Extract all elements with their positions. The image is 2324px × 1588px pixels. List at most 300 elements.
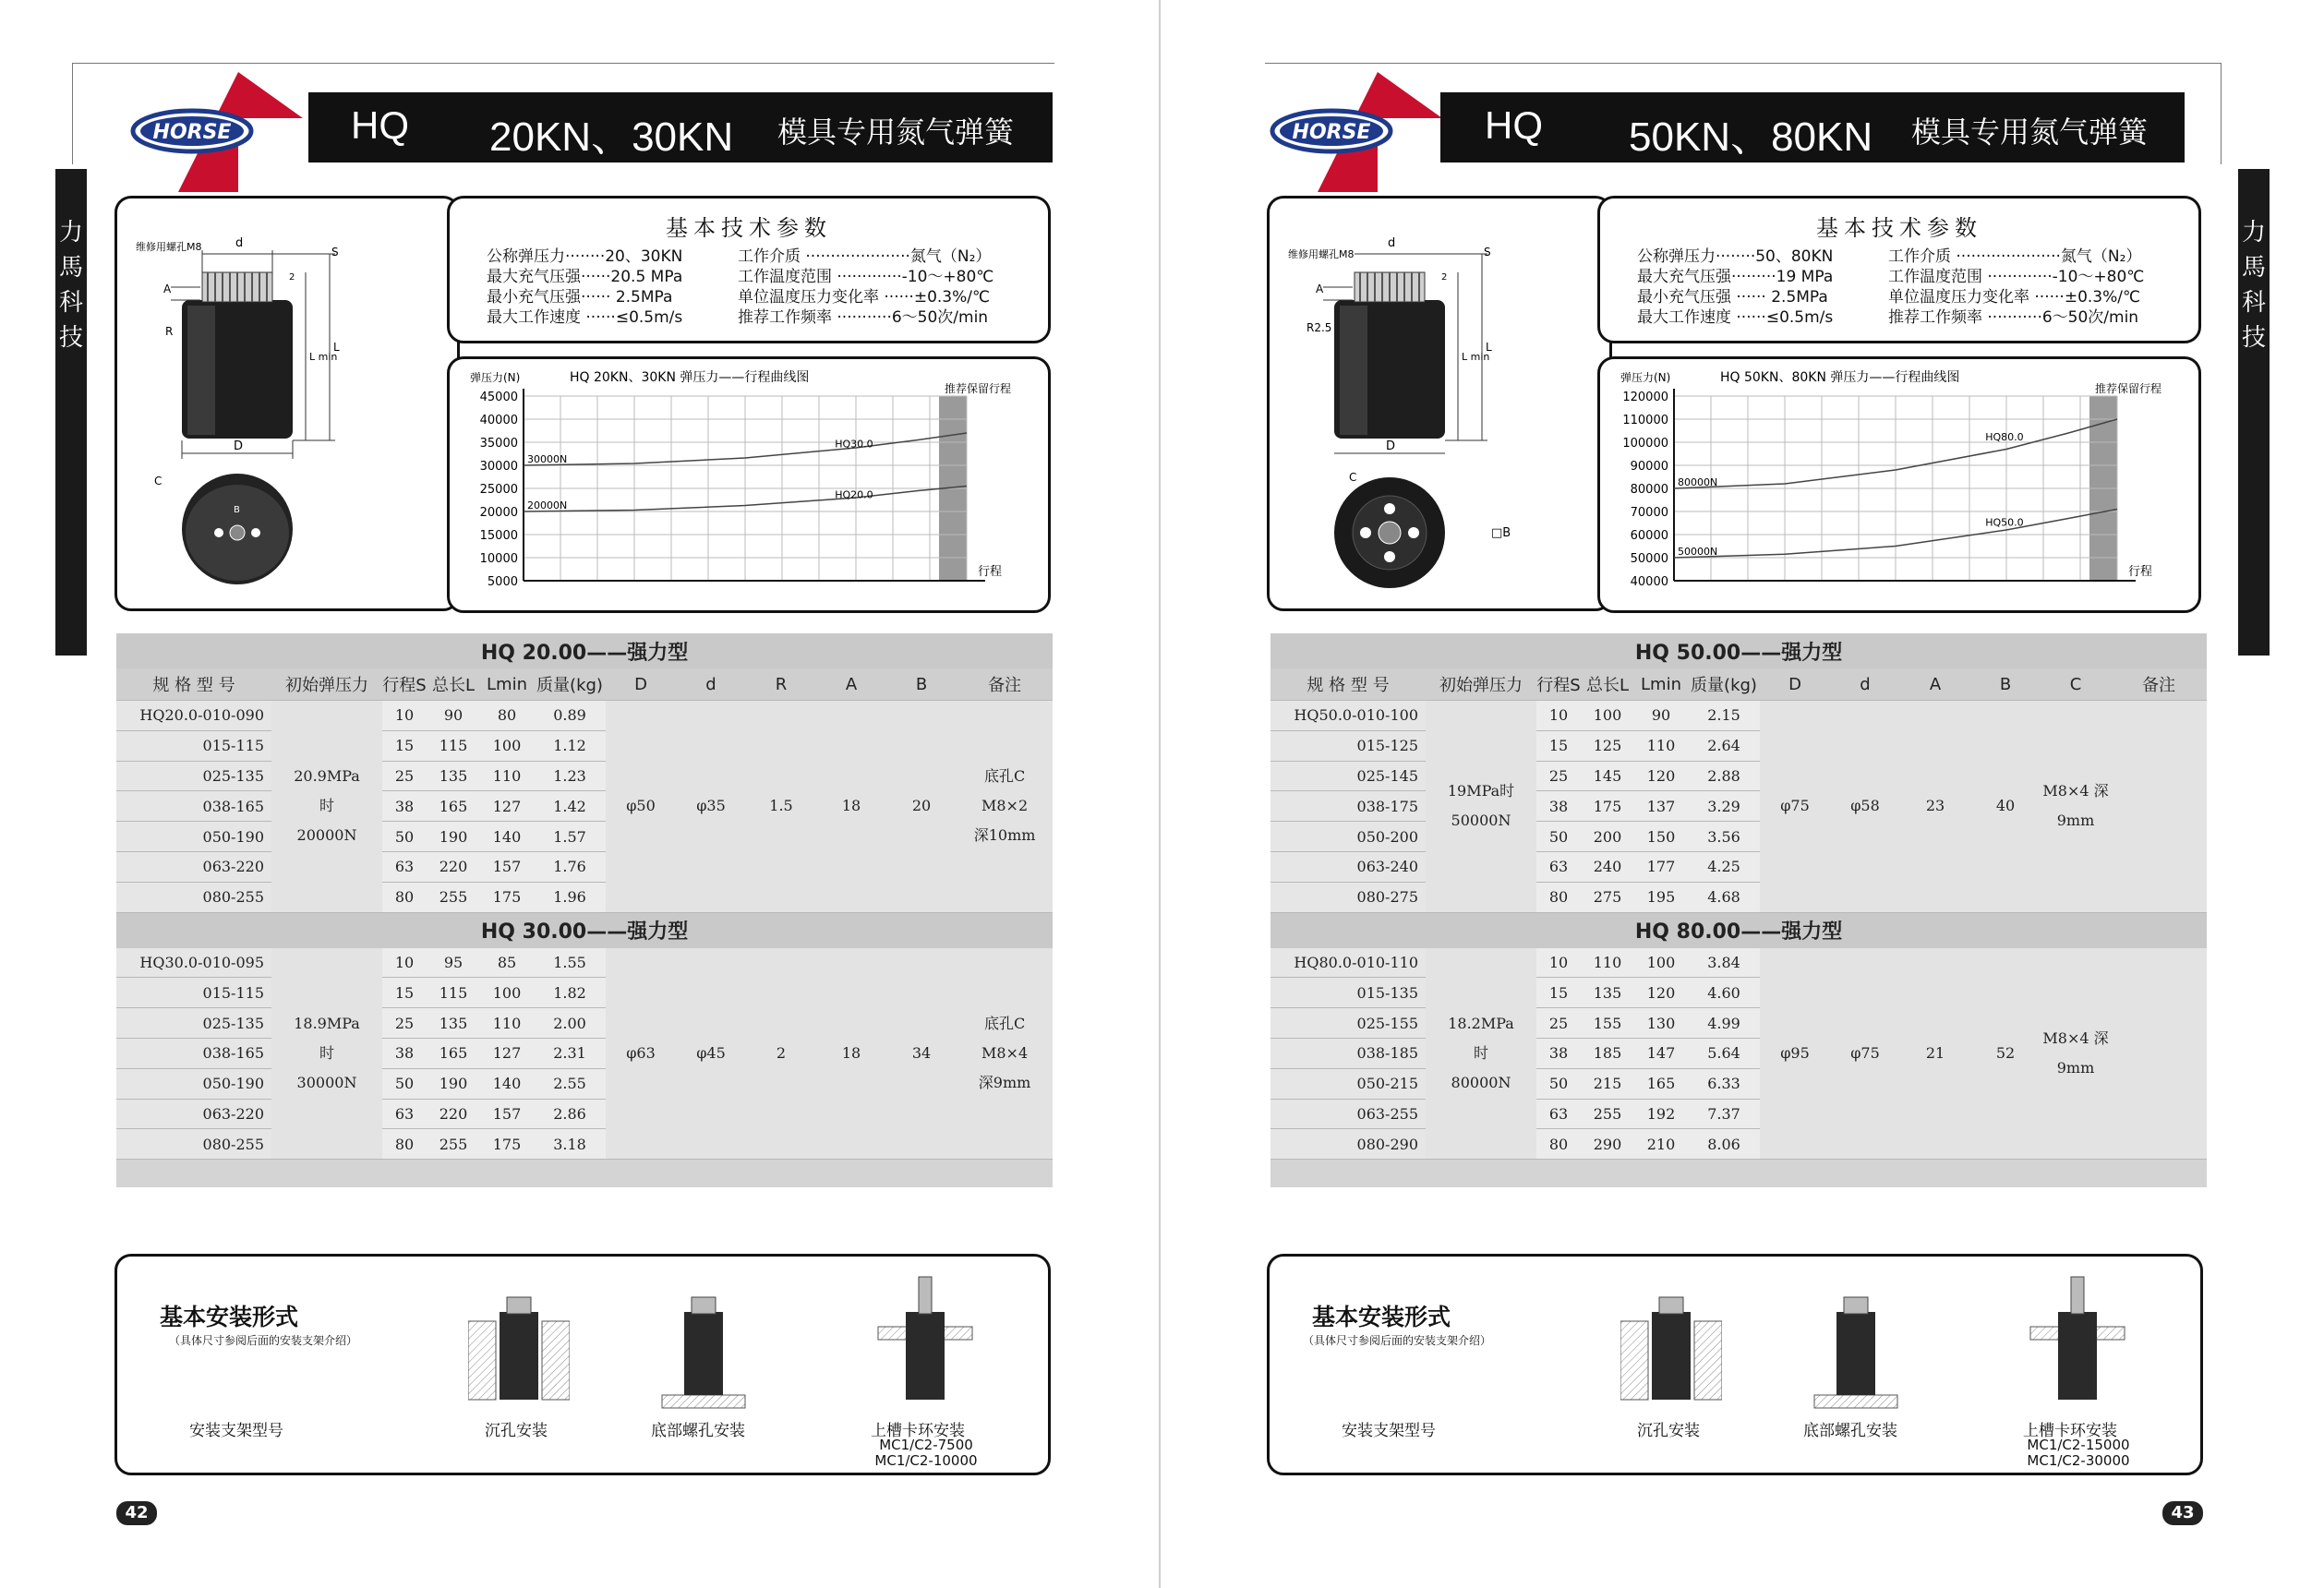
top-groove-install-figure xyxy=(874,1275,976,1414)
model-cell: 015-115 xyxy=(116,730,271,761)
stroke-cell: 63 xyxy=(382,1099,427,1129)
param-right: 工作介质 ·····················氮气（N₂） xyxy=(738,247,992,266)
initial-force-cell xyxy=(1426,701,1536,913)
stroke-cell: 80 xyxy=(382,882,427,912)
dim-l: L xyxy=(1486,341,1492,354)
model-cell: HQ50.0-010-100 xyxy=(1270,701,1426,731)
stroke-cell: 50 xyxy=(382,822,427,852)
lmin-cell: 147 xyxy=(1634,1038,1688,1068)
lmin-cell: 85 xyxy=(480,948,534,978)
force-line: 30000N xyxy=(296,1073,357,1091)
series-name-label: HQ30.0 xyxy=(835,438,873,451)
install-subtitle: （具体尺寸参阅后面的安装支架介绍） xyxy=(1303,1334,1492,1347)
force-stroke-chart-box xyxy=(447,356,1051,613)
dimension-cell: φ63 xyxy=(606,948,676,1160)
stroke-cell: 25 xyxy=(382,761,427,791)
column-header: Lmin xyxy=(1634,668,1688,701)
column-header: 质量(kg) xyxy=(1688,668,1760,701)
length-cell: 155 xyxy=(1581,1008,1634,1039)
dim-s: S xyxy=(331,246,339,259)
param-left: 公称弹压力········20、30KN xyxy=(487,247,683,266)
lmin-cell: 140 xyxy=(480,1068,534,1099)
model-cell: 063-255 xyxy=(1270,1099,1426,1129)
spec-table xyxy=(116,633,1053,1160)
horse-logo xyxy=(127,72,303,192)
dimension-drawing-box xyxy=(114,196,460,611)
spring-dimension-drawing xyxy=(1270,198,1609,608)
param-left: 最大工作速度 ······≤0.5m/s xyxy=(1637,308,1834,327)
length-cell: 165 xyxy=(427,791,480,822)
logo-text: HORSE xyxy=(152,121,232,144)
lmin-cell: 175 xyxy=(480,1129,534,1160)
mass-cell: 1.42 xyxy=(534,791,606,822)
section-title-row xyxy=(116,633,1053,668)
length-cell: 220 xyxy=(427,851,480,882)
model-cell: 050-215 xyxy=(1270,1068,1426,1099)
stroke-cell: 63 xyxy=(1536,851,1581,882)
mass-cell: 4.68 xyxy=(1688,882,1760,912)
chart-title: HQ 20KN、30KN 弹压力——行程曲线图 xyxy=(570,370,810,385)
force-line: 80000N xyxy=(1451,1073,1511,1091)
lmin-cell: 90 xyxy=(1634,701,1688,731)
mass-cell: 2.88 xyxy=(1688,761,1760,791)
lmin-cell: 157 xyxy=(480,1099,534,1129)
lmin-cell: 100 xyxy=(1634,948,1688,978)
mass-cell: 4.60 xyxy=(1688,978,1760,1008)
lmin-cell: 100 xyxy=(480,730,534,761)
lmin-cell: 110 xyxy=(480,1008,534,1039)
section-title: HQ 50.00——强力型 xyxy=(1270,633,2207,668)
dim-D: D xyxy=(234,439,244,453)
y-tick-label: 30000 xyxy=(479,460,518,474)
params-title: 基本技术参数 xyxy=(666,215,832,241)
params-title: 基本技术参数 xyxy=(1816,215,1982,241)
column-header: Lmin xyxy=(480,668,534,701)
dim-b: □B xyxy=(1491,526,1511,540)
column-header: C xyxy=(2041,668,2111,701)
dimension-cell: M8×4 深9mm xyxy=(2041,948,2111,1160)
model-cell: 080-290 xyxy=(1270,1129,1426,1160)
y-tick-label: 10000 xyxy=(479,552,518,566)
column-header: 初始弹压力 xyxy=(1426,668,1536,701)
title-bar xyxy=(308,92,1053,162)
left-rule xyxy=(72,63,73,164)
top-rule xyxy=(1265,63,2222,64)
param-left: 最小充气压强 ······ 2.5MPa xyxy=(1637,288,1828,307)
bottom-thread-install-figure xyxy=(1805,1284,1907,1414)
note-line: M8×2 xyxy=(981,797,1029,815)
column-header: 规 格 型 号 xyxy=(116,668,271,701)
y-tick-label: 5000 xyxy=(487,575,518,589)
length-cell: 255 xyxy=(427,882,480,912)
spec-table-wrap xyxy=(116,633,1053,1187)
section-title: HQ 20.00——强力型 xyxy=(116,633,1053,668)
length-cell: 255 xyxy=(1581,1099,1634,1129)
dimension-cell: 20 xyxy=(886,701,957,913)
note-line: M8×4 xyxy=(981,1043,1029,1062)
side-tab xyxy=(2238,169,2270,656)
mass-cell: 6.33 xyxy=(1688,1068,1760,1099)
length-cell: 90 xyxy=(427,701,480,731)
column-header: 行程S xyxy=(382,668,427,701)
x-axis-label: 行程 xyxy=(2128,565,2153,579)
dim-b: B xyxy=(234,505,240,515)
length-cell: 100 xyxy=(1581,701,1634,731)
chart-title: HQ 50KN、80KN 弹压力——行程曲线图 xyxy=(1720,370,1960,385)
title-series: HQ xyxy=(1485,103,1543,147)
model-cell: 063-220 xyxy=(116,1099,271,1129)
model-cell: 015-135 xyxy=(1270,978,1426,1008)
force-line: 18.9MPa xyxy=(294,1014,360,1032)
mass-cell: 7.37 xyxy=(1688,1099,1760,1129)
bracket-model: MC1/C2-15000 xyxy=(2027,1437,2130,1453)
header-row xyxy=(116,668,1053,701)
spec-table-wrap xyxy=(1270,633,2207,1187)
y-tick-label: 40000 xyxy=(479,414,518,427)
length-cell: 135 xyxy=(427,1008,480,1039)
table-row xyxy=(116,701,1053,731)
dim-c: C xyxy=(154,475,163,487)
param-right: 单位温度压力变化率 ······±0.3%/℃ xyxy=(1888,288,2141,307)
install-subtitle: （具体尺寸参阅后面的安装支架介绍） xyxy=(169,1334,358,1347)
dimension-cell: φ50 xyxy=(606,701,676,913)
column-header: 备注 xyxy=(957,668,1053,701)
stroke-cell: 38 xyxy=(1536,791,1581,822)
side-tab xyxy=(55,169,87,656)
column-header: 备注 xyxy=(2111,668,2207,701)
y-tick-label: 45000 xyxy=(479,391,518,404)
column-header: B xyxy=(1970,668,2041,701)
y-tick-label: 70000 xyxy=(1630,506,1668,520)
title-series: HQ xyxy=(351,103,409,147)
top-rule xyxy=(72,63,1054,64)
note-line: 深9mm xyxy=(978,1073,1031,1091)
stroke-cell: 10 xyxy=(1536,701,1581,731)
mass-cell: 3.18 xyxy=(534,1129,606,1160)
y-tick-label: 20000 xyxy=(479,506,518,520)
lmin-cell: 110 xyxy=(1634,730,1688,761)
force-line: 时 xyxy=(1473,1043,1488,1062)
section-title: HQ 80.00——强力型 xyxy=(1270,912,2207,948)
model-cell: 015-125 xyxy=(1270,730,1426,761)
param-right: 推荐工作频率 ···········6～50次/min xyxy=(738,308,989,327)
top-groove-install-figure xyxy=(2027,1275,2128,1414)
column-header: 规 格 型 号 xyxy=(1270,668,1426,701)
param-right: 单位温度压力变化率 ······±0.3%/℃ xyxy=(738,288,991,307)
stroke-cell: 15 xyxy=(382,730,427,761)
model-cell: 038-165 xyxy=(116,791,271,822)
initial-force-cell xyxy=(271,701,382,913)
dim-l: L xyxy=(333,341,340,354)
length-cell: 220 xyxy=(427,1099,480,1129)
lmin-cell: 137 xyxy=(1634,791,1688,822)
series-start-label: 50000N xyxy=(1678,546,1718,558)
lmin-cell: 157 xyxy=(480,851,534,882)
model-cell: 050-190 xyxy=(116,1068,271,1099)
mass-cell: 2.00 xyxy=(534,1008,606,1039)
y-tick-label: 100000 xyxy=(1622,437,1668,451)
mass-cell: 1.76 xyxy=(534,851,606,882)
install-box xyxy=(114,1254,1051,1475)
dimension-cell: 21 xyxy=(1900,948,1970,1160)
dimension-cell: φ35 xyxy=(676,701,746,913)
lmin-cell: 100 xyxy=(480,978,534,1008)
y-tick-label: 15000 xyxy=(479,529,518,543)
lmin-cell: 210 xyxy=(1634,1129,1688,1160)
force-stroke-chart xyxy=(450,359,1048,610)
column-header: 质量(kg) xyxy=(534,668,606,701)
title-force: 50KN、80KN xyxy=(1629,114,1873,160)
mass-cell: 1.96 xyxy=(534,882,606,912)
param-left: 最大充气压强·········19 MPa xyxy=(1637,268,1834,286)
param-left: 最小充气压强······ 2.5MPa xyxy=(487,288,673,307)
side-char: 力 xyxy=(2241,219,2266,247)
model-cell: 015-115 xyxy=(116,978,271,1008)
title-bar xyxy=(1440,92,2185,162)
stroke-cell: 50 xyxy=(382,1068,427,1099)
y-tick-label: 40000 xyxy=(1630,575,1668,589)
lmin-cell: 110 xyxy=(480,761,534,791)
series-name-label: HQ20.0 xyxy=(835,488,873,501)
dim-r: R xyxy=(165,325,174,338)
length-cell: 275 xyxy=(1581,882,1634,912)
x-axis-label: 行程 xyxy=(978,565,1003,579)
note-line: 底孔C xyxy=(983,767,1026,786)
column-header: d xyxy=(1830,668,1900,701)
dimension-cell: 18 xyxy=(816,948,886,1160)
dimension-cell: 1.5 xyxy=(746,701,816,913)
model-cell: 025-135 xyxy=(116,1008,271,1039)
mass-cell: 0.89 xyxy=(534,701,606,731)
note-cell xyxy=(957,948,1053,1160)
length-cell: 110 xyxy=(1581,948,1634,978)
note-cell xyxy=(2111,701,2207,913)
dim-d: d xyxy=(1388,236,1396,250)
section-title: HQ 30.00——强力型 xyxy=(116,912,1053,948)
install-item: 底部螺孔安装 xyxy=(651,1422,745,1440)
model-cell: HQ80.0-010-110 xyxy=(1270,948,1426,978)
lmin-cell: 80 xyxy=(480,701,534,731)
note-line: 底孔C xyxy=(983,1014,1026,1032)
title-product: 模具专用氮气弹簧 xyxy=(777,115,1015,149)
dimension-drawing-box xyxy=(1267,196,1612,611)
dim-two: 2 xyxy=(1441,272,1448,283)
mass-cell: 1.82 xyxy=(534,978,606,1008)
dim-two: 2 xyxy=(289,272,295,283)
dimension-cell: 18 xyxy=(816,701,886,913)
y-tick-label: 60000 xyxy=(1630,529,1668,543)
column-header: R xyxy=(746,668,816,701)
y-axis-label: 弹压力(N) xyxy=(470,371,521,384)
stroke-cell: 80 xyxy=(1536,1129,1581,1160)
length-cell: 115 xyxy=(427,978,480,1008)
series-name-label: HQ50.0 xyxy=(1985,516,2024,529)
reserve-zone-label: 推荐保留行程 xyxy=(945,382,1012,395)
force-line: 18.2MPa xyxy=(1448,1014,1514,1032)
length-cell: 240 xyxy=(1581,851,1634,882)
lmin-cell: 150 xyxy=(1634,822,1688,852)
y-tick-label: 90000 xyxy=(1630,460,1668,474)
force-stroke-chart xyxy=(1600,359,2198,610)
model-cell: 063-240 xyxy=(1270,851,1426,882)
install-item: 上槽卡环安装 xyxy=(871,1422,965,1440)
length-cell: 115 xyxy=(427,730,480,761)
install-title: 基本安装形式 xyxy=(160,1304,299,1330)
model-cell: 050-190 xyxy=(116,822,271,852)
section-title-row xyxy=(116,912,1053,948)
dimension-cell: M8×4 深9mm xyxy=(2041,701,2111,913)
y-tick-label: 110000 xyxy=(1622,414,1668,427)
param-right: 工作温度范围 ·············-10～+80℃ xyxy=(738,268,994,286)
stroke-cell: 80 xyxy=(382,1129,427,1160)
column-header: 总长L xyxy=(427,668,480,701)
series-start-label: 80000N xyxy=(1678,476,1718,488)
install-item: 上槽卡环安装 xyxy=(2023,1422,2117,1440)
stroke-cell: 15 xyxy=(1536,978,1581,1008)
force-line: 50000N xyxy=(1451,812,1511,830)
param-right: 工作温度范围 ·············-10～+80℃ xyxy=(1888,268,2145,286)
lmin-cell: 140 xyxy=(480,822,534,852)
side-char: 馬 xyxy=(58,254,83,282)
dim-a: A xyxy=(163,283,172,295)
model-cell: 080-255 xyxy=(116,882,271,912)
column-header: d xyxy=(676,668,746,701)
mass-cell: 2.15 xyxy=(1688,701,1760,731)
note-cell xyxy=(2111,948,2207,1160)
force-line: 时 xyxy=(319,1043,334,1062)
length-cell: 125 xyxy=(1581,730,1634,761)
y-tick-label: 25000 xyxy=(479,483,518,497)
horse-logo xyxy=(1267,72,1442,192)
model-cell: HQ30.0-010-095 xyxy=(116,948,271,978)
mass-cell: 2.64 xyxy=(1688,730,1760,761)
tech-params-box xyxy=(1597,196,2201,343)
dimension-cell: 40 xyxy=(1970,701,2041,913)
install-item: 底部螺孔安装 xyxy=(1803,1422,1897,1440)
model-cell: 025-135 xyxy=(116,761,271,791)
length-cell: 185 xyxy=(1581,1038,1634,1068)
param-left: 最大充气压强······20.5 MPa xyxy=(487,268,683,286)
lmin-cell: 177 xyxy=(1634,851,1688,882)
length-cell: 215 xyxy=(1581,1068,1634,1099)
title-product: 模具专用氮气弹簧 xyxy=(1911,115,2149,149)
dimension-cell: 23 xyxy=(1900,701,1970,913)
stroke-cell: 80 xyxy=(1536,882,1581,912)
column-header: D xyxy=(606,668,676,701)
model-cell: HQ20.0-010-090 xyxy=(116,701,271,731)
page-number: 42 xyxy=(116,1501,157,1525)
section-title-row xyxy=(1270,912,2207,948)
reserve-zone-label: 推荐保留行程 xyxy=(2095,382,2162,395)
dim-d: d xyxy=(235,236,244,250)
y-tick-label: 120000 xyxy=(1622,391,1668,404)
stroke-cell: 10 xyxy=(382,948,427,978)
force-line: 20000N xyxy=(296,826,357,845)
length-cell: 145 xyxy=(1581,761,1634,791)
header-row xyxy=(1270,668,2207,701)
column-header: D xyxy=(1760,668,1830,701)
install-box xyxy=(1267,1254,2203,1475)
page-fold xyxy=(1159,0,1161,1588)
note-cell xyxy=(957,701,1053,913)
y-tick-label: 35000 xyxy=(479,437,518,451)
dim-c: C xyxy=(1349,471,1357,484)
left-page xyxy=(0,0,1154,1588)
mass-cell: 4.99 xyxy=(1688,1008,1760,1039)
stroke-cell: 10 xyxy=(382,701,427,731)
param-left: 最大工作速度 ······≤0.5m/s xyxy=(487,308,683,327)
column-header: 行程S xyxy=(1536,668,1581,701)
length-cell: 95 xyxy=(427,948,480,978)
stroke-cell: 50 xyxy=(1536,822,1581,852)
dim-lmin: L min xyxy=(309,351,338,363)
install-item: 沉孔安装 xyxy=(1637,1422,1700,1440)
param-right: 工作介质 ·····················氮气（N₂） xyxy=(1888,247,2142,266)
note-line: 深10mm xyxy=(973,826,1036,845)
stroke-cell: 38 xyxy=(1536,1038,1581,1068)
dimension-cell: φ45 xyxy=(676,948,746,1160)
model-cell: 080-255 xyxy=(116,1129,271,1160)
side-char: 科 xyxy=(58,289,83,317)
column-header: A xyxy=(1900,668,1970,701)
counterbore-install-figure xyxy=(468,1284,570,1414)
dimension-cell: φ95 xyxy=(1760,948,1830,1160)
side-char: 馬 xyxy=(2241,254,2266,282)
screw-label: 维修用螺孔M8 xyxy=(1288,248,1355,260)
mass-cell: 1.57 xyxy=(534,822,606,852)
length-cell: 200 xyxy=(1581,822,1634,852)
length-cell: 190 xyxy=(427,1068,480,1099)
column-header: B xyxy=(886,668,957,701)
mass-cell: 4.25 xyxy=(1688,851,1760,882)
bracket-model: MC1/C2-30000 xyxy=(2027,1452,2130,1469)
lmin-cell: 165 xyxy=(1634,1068,1688,1099)
stroke-cell: 38 xyxy=(382,1038,427,1068)
dimension-cell: φ58 xyxy=(1830,701,1900,913)
mass-cell: 3.84 xyxy=(1688,948,1760,978)
spec-table xyxy=(1270,633,2207,1160)
stroke-cell: 50 xyxy=(1536,1068,1581,1099)
mass-cell: 1.55 xyxy=(534,948,606,978)
length-cell: 135 xyxy=(1581,978,1634,1008)
tech-params-box xyxy=(447,196,1051,343)
stroke-cell: 63 xyxy=(382,851,427,882)
dim-r: R2.5 xyxy=(1306,321,1332,334)
table-row xyxy=(116,948,1053,978)
param-right: 推荐工作频率 ···········6～50次/min xyxy=(1888,308,2139,327)
dim-lmin: L min xyxy=(1462,351,1490,363)
mass-cell: 2.55 xyxy=(534,1068,606,1099)
side-char: 科 xyxy=(2241,289,2266,317)
force-line: 时 xyxy=(319,797,334,815)
length-cell: 175 xyxy=(1581,791,1634,822)
stroke-cell: 10 xyxy=(1536,948,1581,978)
mass-cell: 2.86 xyxy=(534,1099,606,1129)
side-char: 技 xyxy=(2241,324,2266,352)
table-row xyxy=(1270,948,2207,978)
initial-force-cell xyxy=(1426,948,1536,1160)
param-left: 公称弹压力········50、80KN xyxy=(1637,247,1834,266)
bracket-label: 安装支架型号 xyxy=(1342,1422,1436,1440)
force-line: 19MPa时 xyxy=(1447,782,1515,800)
stroke-cell: 25 xyxy=(1536,1008,1581,1039)
dim-a: A xyxy=(1316,283,1324,295)
stroke-cell: 38 xyxy=(382,791,427,822)
logo-text: HORSE xyxy=(1292,121,1371,144)
install-item: 沉孔安装 xyxy=(485,1422,548,1440)
force-line: 20.9MPa xyxy=(294,767,360,786)
bracket-model: MC1/C2-10000 xyxy=(874,1452,978,1469)
